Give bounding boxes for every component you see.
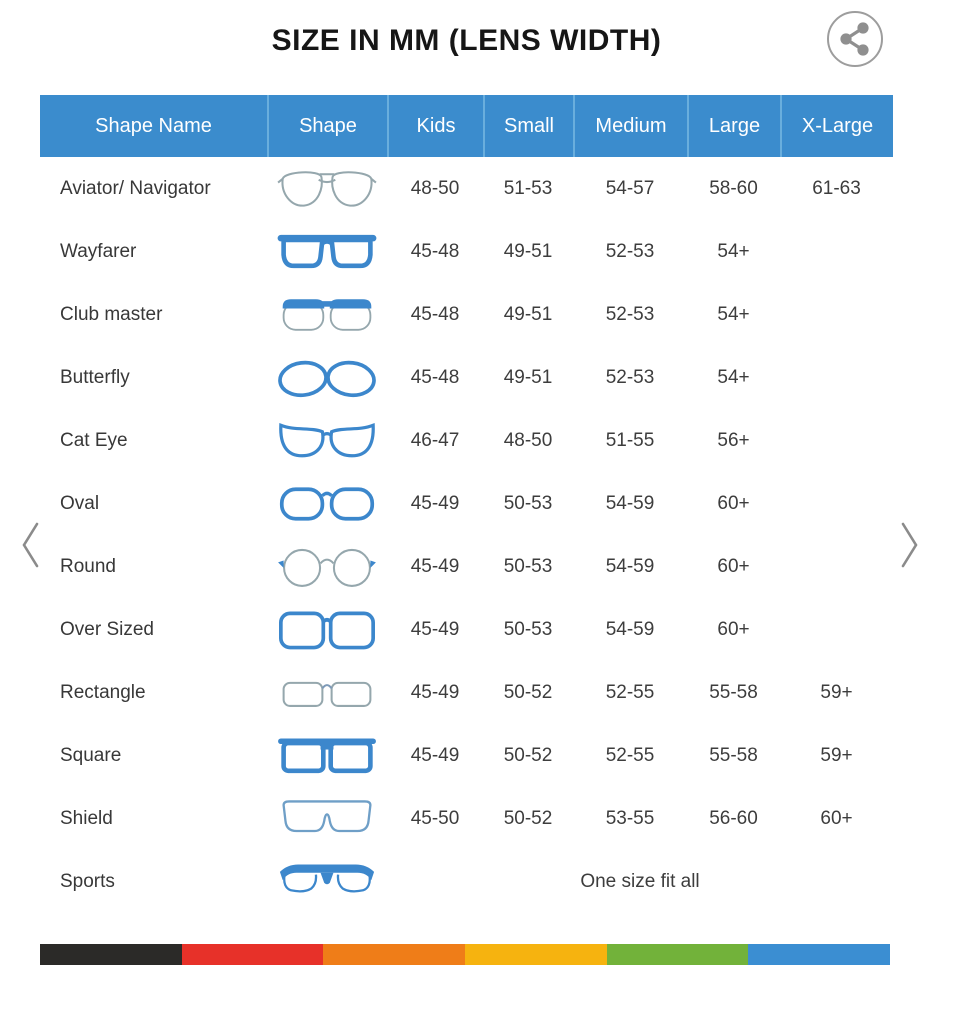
header-cell-xlarge: X-Large xyxy=(780,95,893,157)
size-cell-xlarge xyxy=(780,346,893,409)
size-cell-xlarge xyxy=(780,535,893,598)
size-cell-large: 55-58 xyxy=(709,744,758,766)
shape-name-cell: Oval xyxy=(60,492,100,514)
shape-name-cell: Rectangle xyxy=(60,681,146,703)
square-glasses-icon xyxy=(276,732,378,780)
size-table-body xyxy=(40,157,893,913)
table-row xyxy=(40,787,893,850)
size-cell-xlarge xyxy=(780,472,893,535)
shield-glasses-icon xyxy=(276,795,378,843)
size-cell-xlarge xyxy=(780,220,893,283)
shape-name-cell: Shield xyxy=(60,807,113,829)
shape-icon-cell xyxy=(267,346,387,409)
shape-icon-cell xyxy=(267,787,387,850)
one-size-note: One size fit all xyxy=(580,870,700,892)
size-cell-large: 60+ xyxy=(717,492,750,514)
cateye-glasses-icon xyxy=(276,417,378,465)
table-row xyxy=(40,472,893,535)
shape-icon-cell xyxy=(267,157,387,220)
stripe-segment xyxy=(465,944,607,965)
butterfly-glasses-icon xyxy=(276,354,378,402)
size-cell-large: 54+ xyxy=(717,366,750,388)
size-cell-small: 50-52 xyxy=(503,681,553,703)
shape-name-cell: Wayfarer xyxy=(60,240,137,262)
oval-glasses-icon xyxy=(276,480,378,528)
oversized-glasses-icon xyxy=(276,606,378,654)
size-cell-kids: 45-48 xyxy=(410,366,460,388)
size-cell-kids: 45-49 xyxy=(410,744,460,766)
size-cell-xlarge: 60+ xyxy=(820,807,853,829)
size-cell-small: 50-52 xyxy=(503,744,553,766)
shape-name-cell: Sports xyxy=(60,870,115,892)
header-cell-small: Small xyxy=(483,95,573,157)
table-row xyxy=(40,157,893,220)
size-cell-kids: 45-49 xyxy=(410,618,460,640)
size-cell-small: 50-53 xyxy=(503,555,553,577)
shape-name-cell: Round xyxy=(60,555,116,577)
size-cell-small: 51-53 xyxy=(503,177,553,199)
table-row xyxy=(40,535,893,598)
size-cell-xlarge xyxy=(780,598,893,661)
shape-name-cell: Butterfly xyxy=(60,366,130,388)
table-row xyxy=(40,724,893,787)
shape-icon-cell xyxy=(267,472,387,535)
size-cell-kids: 45-50 xyxy=(410,807,460,829)
shape-name-cell: Club master xyxy=(60,303,163,325)
stripe-segment xyxy=(323,944,465,965)
stripe-segment xyxy=(748,944,890,965)
table-row xyxy=(40,283,893,346)
share-icon xyxy=(826,56,884,71)
size-cell-large: 56-60 xyxy=(709,807,758,829)
shape-icon-cell xyxy=(267,598,387,661)
table-row xyxy=(40,220,893,283)
size-cell-medium: 54-59 xyxy=(605,555,655,577)
size-cell-large: 54+ xyxy=(717,303,750,325)
size-cell-xlarge xyxy=(780,283,893,346)
size-cell-small: 48-50 xyxy=(503,429,553,451)
shape-icon-cell xyxy=(267,850,387,913)
table-row xyxy=(40,661,893,724)
chevron-right-icon xyxy=(896,558,922,573)
shape-icon-cell xyxy=(267,535,387,598)
size-cell-kids: 45-48 xyxy=(410,240,460,262)
shape-icon-cell xyxy=(267,283,387,346)
size-cell-small: 50-53 xyxy=(503,492,553,514)
size-cell-medium: 51-55 xyxy=(605,429,655,451)
shape-icon-cell xyxy=(267,409,387,472)
brand-color-stripe xyxy=(40,944,890,965)
size-cell-kids: 45-49 xyxy=(410,681,460,703)
aviator-glasses-icon xyxy=(276,165,378,213)
size-cell-large: 56+ xyxy=(717,429,750,451)
sports-glasses-icon xyxy=(276,858,378,906)
size-cell-large: 55-58 xyxy=(709,681,758,703)
clubmaster-glasses-icon xyxy=(276,291,378,339)
size-cell-medium: 52-55 xyxy=(605,681,655,703)
size-cell-medium: 54-59 xyxy=(605,492,655,514)
size-cell-medium: 54-57 xyxy=(605,177,655,199)
size-cell-kids: 48-50 xyxy=(410,177,460,199)
size-cell-large: 54+ xyxy=(717,240,750,262)
stripe-segment xyxy=(182,944,324,965)
size-cell-xlarge xyxy=(780,409,893,472)
shape-icon-cell xyxy=(267,724,387,787)
size-table xyxy=(40,95,893,913)
page-title: SIZE IN MM (LENS WIDTH) xyxy=(271,24,662,57)
size-cell-small: 49-51 xyxy=(503,240,553,262)
size-cell-xlarge: 61-63 xyxy=(812,177,861,199)
stripe-segment xyxy=(607,944,749,965)
header-cell-medium: Medium xyxy=(573,95,687,157)
size-cell-medium: 54-59 xyxy=(605,618,655,640)
stripe-segment xyxy=(40,944,182,965)
shape-name-cell: Aviator/ Navigator xyxy=(60,177,211,199)
size-cell-large: 60+ xyxy=(717,555,750,577)
size-cell-xlarge: 59+ xyxy=(820,744,853,766)
shape-icon-cell xyxy=(267,220,387,283)
header-cell-large: Large xyxy=(687,95,780,157)
header-cell-shape-name: Shape Name xyxy=(95,114,212,137)
table-row xyxy=(40,346,893,409)
carousel-prev-button[interactable] xyxy=(18,520,44,570)
size-cell-medium: 53-55 xyxy=(605,807,655,829)
size-cell-large: 58-60 xyxy=(709,177,758,199)
size-cell-kids: 45-49 xyxy=(410,555,460,577)
shape-icon-cell xyxy=(267,661,387,724)
table-header-row xyxy=(40,95,893,157)
shape-name-cell: Square xyxy=(60,744,122,766)
wayfarer-glasses-icon xyxy=(276,228,378,276)
size-cell-medium: 52-53 xyxy=(605,303,655,325)
header-cell-shape: Shape xyxy=(267,95,387,157)
table-row xyxy=(40,598,893,661)
rectangle-glasses-icon xyxy=(276,669,378,717)
shape-name-cell: Over Sized xyxy=(60,618,154,640)
size-cell-medium: 52-53 xyxy=(605,240,655,262)
size-cell-medium: 52-55 xyxy=(605,744,655,766)
size-cell-small: 49-51 xyxy=(503,366,553,388)
table-row xyxy=(40,409,893,472)
table-row xyxy=(40,850,893,913)
size-cell-small: 50-53 xyxy=(503,618,553,640)
size-cell-kids: 45-49 xyxy=(410,492,460,514)
round-glasses-icon xyxy=(276,543,378,591)
size-cell-small: 49-51 xyxy=(503,303,553,325)
size-cell-xlarge: 59+ xyxy=(820,681,853,703)
size-cell-small: 50-52 xyxy=(503,807,553,829)
size-cell-large: 60+ xyxy=(717,618,750,640)
size-cell-medium: 52-53 xyxy=(605,366,655,388)
size-cell-kids: 45-48 xyxy=(410,303,460,325)
carousel-next-button[interactable] xyxy=(896,520,922,570)
shape-name-cell: Cat Eye xyxy=(60,429,128,451)
share-button[interactable] xyxy=(826,10,884,68)
chevron-left-icon xyxy=(18,558,44,573)
size-cell-kids: 46-47 xyxy=(410,429,460,451)
header-cell-kids: Kids xyxy=(387,95,483,157)
